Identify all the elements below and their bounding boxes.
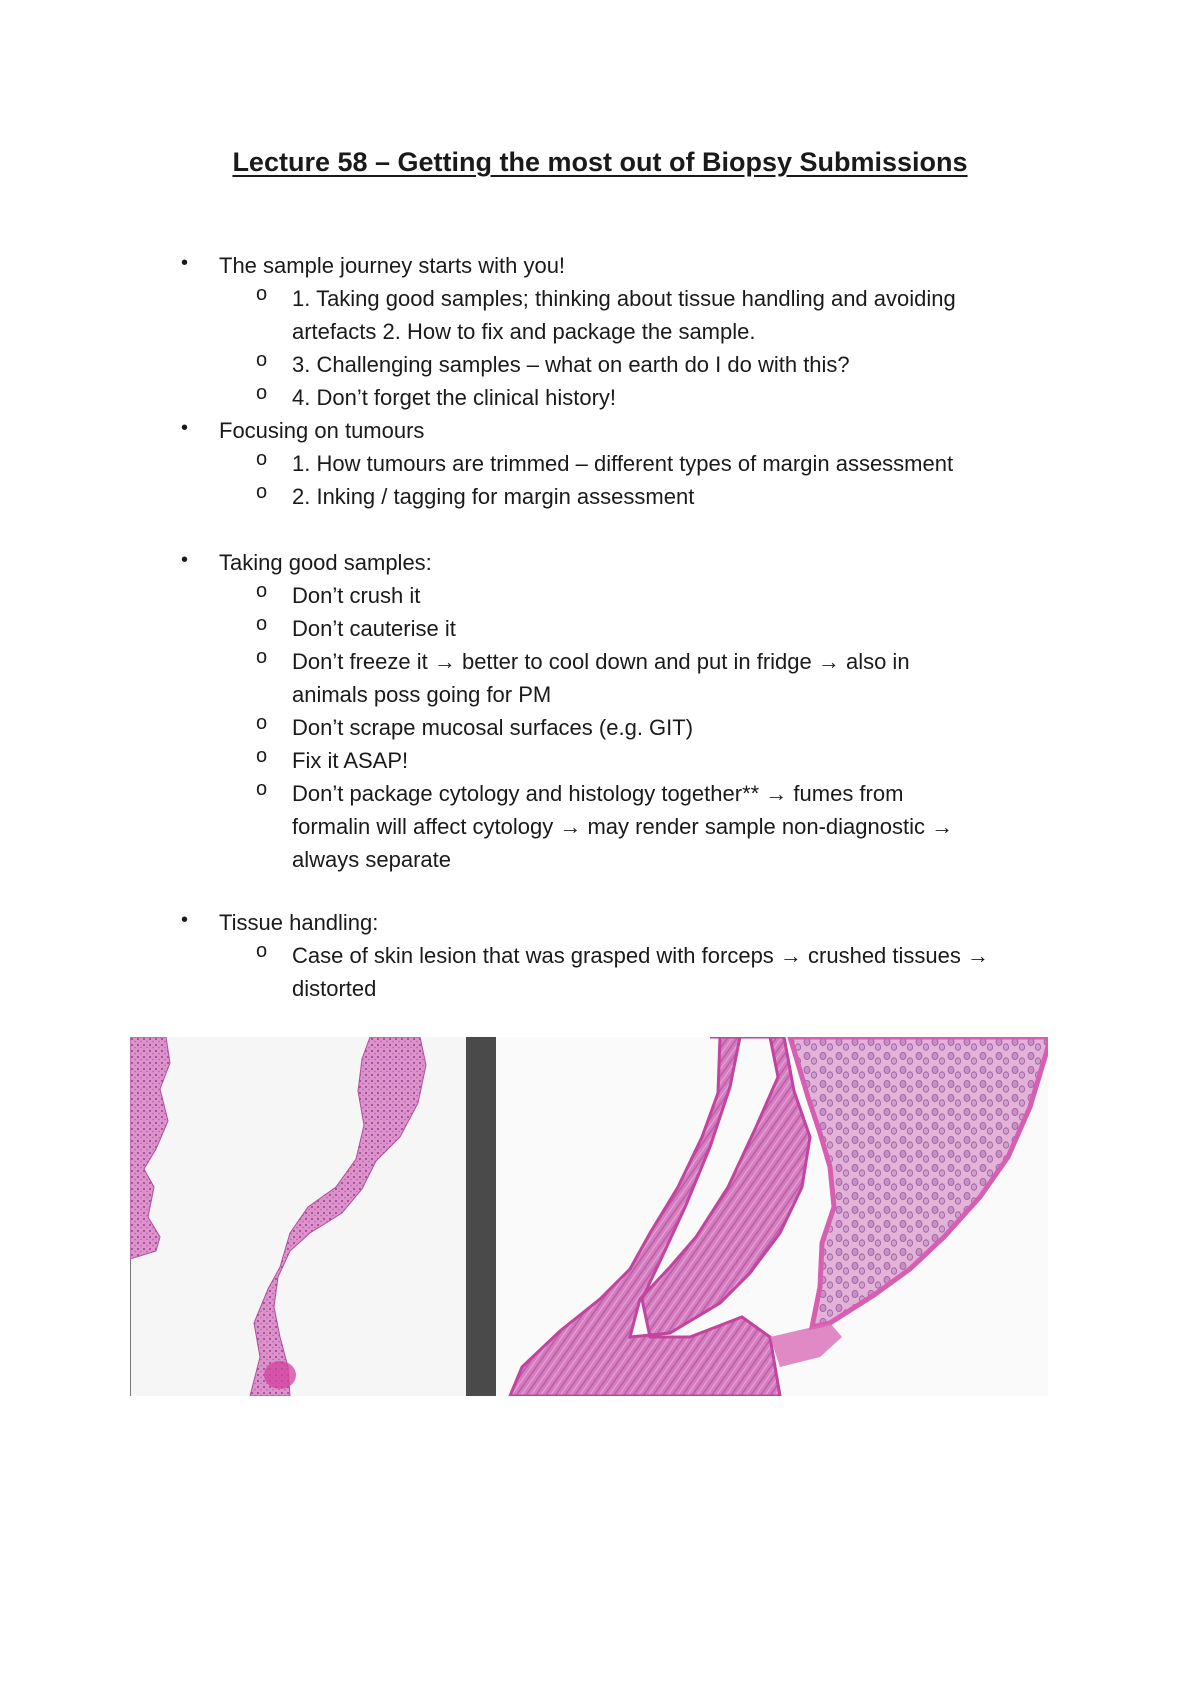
sub-item: Don’t scrape mucosal surfaces (e.g. GIT) bbox=[292, 715, 694, 740]
page-title: Lecture 58 – Getting the most out of Biopsy Submissions bbox=[232, 147, 968, 177]
bullet-item: Focusing on tumours bbox=[219, 418, 425, 443]
sub-bullet: o bbox=[256, 481, 268, 503]
sub-item-continuation: distorted bbox=[292, 976, 377, 1001]
sub-item-continuation: always separate bbox=[292, 847, 451, 872]
sub-item: Don’t package cytology and histology together** → fumes from bbox=[292, 781, 904, 806]
bullet: • bbox=[181, 252, 189, 274]
sub-item: Case of skin lesion that was grasped with forceps → crushed tissues → bbox=[292, 943, 989, 968]
sub-bullet: o bbox=[256, 382, 268, 404]
bullet: • bbox=[181, 549, 189, 571]
sub-item-continuation: artefacts 2. How to fix and package the sample. bbox=[292, 319, 756, 344]
sub-bullet: o bbox=[256, 940, 268, 962]
sub-item: 4. Don’t forget the clinical history! bbox=[292, 385, 617, 410]
sub-bullet: o bbox=[256, 712, 268, 734]
sub-bullet: o bbox=[256, 349, 268, 371]
sub-bullet: o bbox=[256, 283, 268, 305]
sub-item-continuation: animals poss going for PM bbox=[292, 682, 552, 707]
histology-image bbox=[130, 1037, 1048, 1396]
sub-item-continuation: formalin will affect cytology → may render sample non-diagnostic → bbox=[292, 814, 954, 839]
panel-divider bbox=[466, 1037, 496, 1396]
sub-item: Don’t cauterise it bbox=[292, 616, 456, 641]
bullet: • bbox=[181, 909, 189, 931]
sub-bullet: o bbox=[256, 646, 268, 668]
histology-figure bbox=[130, 1037, 1048, 1396]
sub-item: Don’t crush it bbox=[292, 583, 421, 608]
sub-item: Don’t freeze it → better to cool down and put in fridge → also in bbox=[292, 649, 910, 674]
sub-bullet: o bbox=[256, 778, 268, 800]
bullet-item: Tissue handling: bbox=[219, 910, 379, 935]
sub-bullet: o bbox=[256, 580, 268, 602]
sub-item: 1. Taking good samples; thinking about tissue handling and avoiding bbox=[292, 286, 956, 311]
sub-item: Fix it ASAP! bbox=[292, 748, 409, 773]
bullet-item: The sample journey starts with you! bbox=[219, 253, 566, 278]
bullet-item: Taking good samples: bbox=[219, 550, 432, 575]
bullet: • bbox=[181, 417, 189, 439]
sub-bullet: o bbox=[256, 745, 268, 767]
sub-item: 3. Challenging samples – what on earth do I do with this? bbox=[292, 352, 850, 377]
sub-item: 1. How tumours are trimmed – different types of margin assessment bbox=[292, 451, 954, 476]
sub-item: 2. Inking / tagging for margin assessment bbox=[292, 484, 695, 509]
sub-bullet: o bbox=[256, 613, 268, 635]
sub-bullet: o bbox=[256, 448, 268, 470]
